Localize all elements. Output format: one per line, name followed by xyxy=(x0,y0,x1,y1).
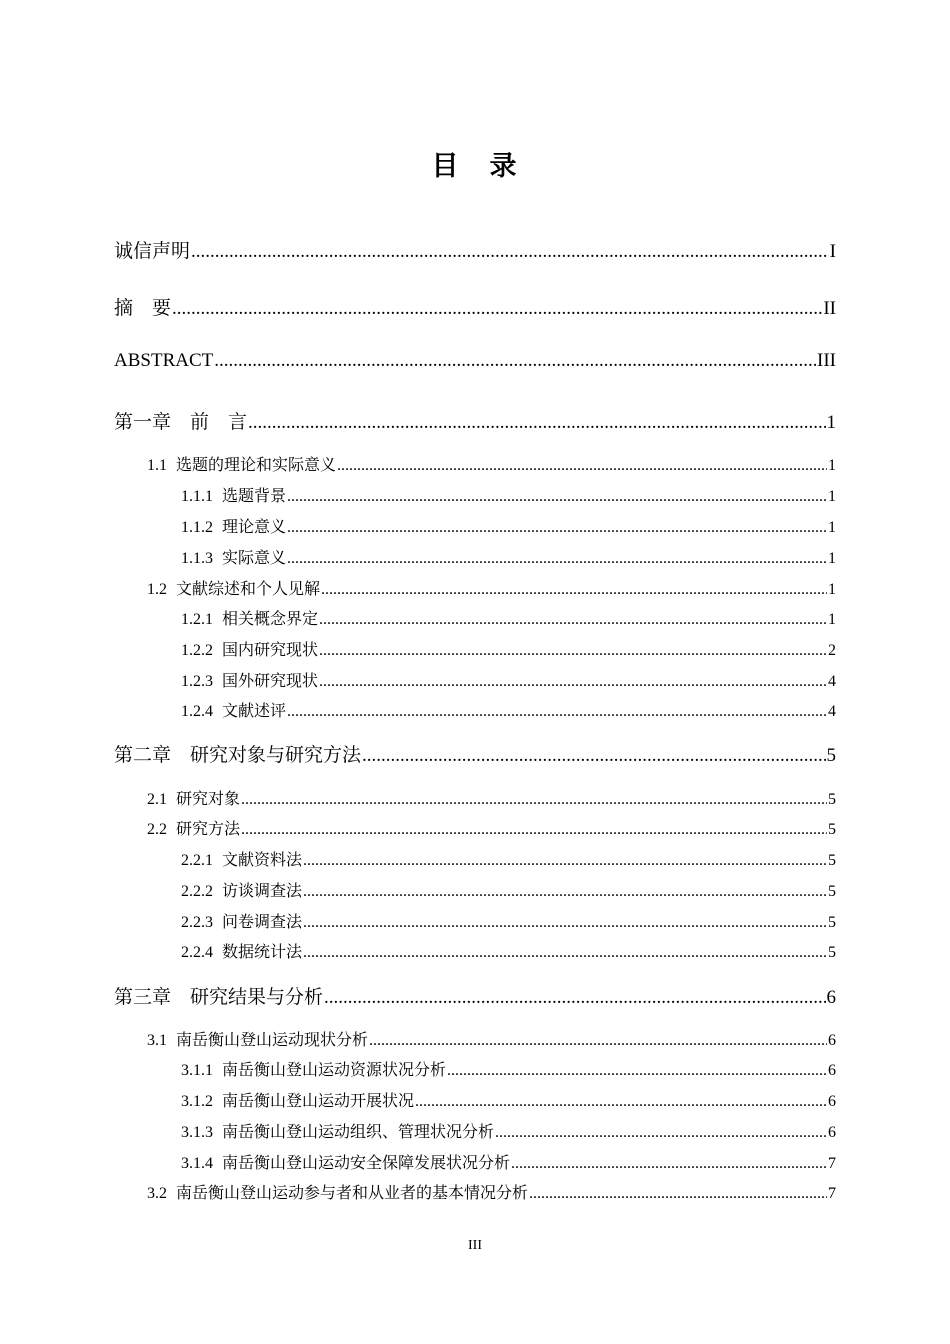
leader-dots xyxy=(214,350,816,372)
leader-dots xyxy=(248,412,825,434)
leader-dots xyxy=(287,703,827,721)
toc-entry-1-1-2[interactable]: 1.1.2 理论意义 ..... 1 xyxy=(181,514,836,537)
toc-page-number: 5 xyxy=(828,791,836,808)
section-number: 3.1.3 xyxy=(181,1124,213,1141)
toc-page-number: 4 xyxy=(828,703,836,720)
leader-dots xyxy=(287,488,827,506)
leader-dots xyxy=(241,791,827,809)
leader-dots xyxy=(362,745,825,767)
section-number: 3.2 xyxy=(147,1185,167,1202)
toc-entry-chapter-3[interactable]: 第三章 研究结果与分析 ..... 6 xyxy=(114,982,836,1009)
leader-dots xyxy=(529,1185,827,1203)
leader-dots xyxy=(324,987,825,1009)
section-number: 3.1.2 xyxy=(181,1093,213,1110)
section-number: 1.1 xyxy=(147,457,167,474)
leader-dots xyxy=(319,642,827,660)
toc-page-number: 5 xyxy=(828,944,836,961)
section-number: 1.2.2 xyxy=(181,642,213,659)
toc-entry-1-2[interactable]: 1.2 文献综述和个人见解 ..... 1 xyxy=(147,576,836,599)
toc-page-number: 6 xyxy=(828,1032,836,1049)
toc-page-number: 7 xyxy=(828,1155,836,1172)
section-number: 2.2 xyxy=(147,821,167,838)
leader-dots xyxy=(303,914,827,932)
toc-entry-2-2-1[interactable]: 2.2.1 文献资料法 ..... 5 xyxy=(181,847,836,870)
toc-entry-3-1-4[interactable]: 3.1.4 南岳衡山登山运动安全保障发展状况分析 ..... 7 xyxy=(181,1150,836,1173)
toc-entry-1-1[interactable]: 1.1 选题的理论和实际意义 ..... 1 xyxy=(147,452,836,475)
leader-dots xyxy=(337,457,827,475)
toc-page-number: 1 xyxy=(828,457,836,474)
section-number: 1.2.3 xyxy=(181,673,213,690)
toc-entry-1-1-3[interactable]: 1.1.3 实际意义 ..... 1 xyxy=(181,545,836,568)
toc-page-number: 5 xyxy=(828,883,836,900)
leader-dots xyxy=(172,298,822,320)
toc-page-number: 7 xyxy=(828,1185,836,1202)
toc-entry-2-2-2[interactable]: 2.2.2 访谈调查法 ..... 5 xyxy=(181,878,836,901)
toc-page-number: 1 xyxy=(828,550,836,567)
toc-page-number: II xyxy=(823,298,836,319)
section-number: 1.2.1 xyxy=(181,611,213,628)
section-number: 1.2.4 xyxy=(181,703,213,720)
section-number: 2.2.1 xyxy=(181,852,213,869)
toc-page-number: 6 xyxy=(828,1124,836,1141)
toc-entry-1-1-1[interactable]: 1.1.1 选题背景 ..... 1 xyxy=(181,483,836,506)
toc-page-number: I xyxy=(829,241,836,262)
leader-dots xyxy=(287,550,827,568)
toc-title: 目 录 xyxy=(431,151,519,182)
toc-page-number: 6 xyxy=(826,987,836,1008)
section-number: 1.1.2 xyxy=(181,519,213,536)
leader-dots xyxy=(321,581,827,599)
section-number: 1.1.3 xyxy=(181,550,213,567)
toc-page-number: 6 xyxy=(828,1062,836,1079)
leader-dots xyxy=(191,241,829,263)
toc-entry-2-2[interactable]: 2.2 研究方法 ..... 5 xyxy=(147,816,836,839)
section-number: 2.2.2 xyxy=(181,883,213,900)
toc-entry-3-1-2[interactable]: 3.1.2 南岳衡山登山运动开展状况 ..... 6 xyxy=(181,1088,836,1111)
toc-entry-2-2-3[interactable]: 2.2.3 问卷调查法 ..... 5 xyxy=(181,909,836,932)
section-number: 1.1.1 xyxy=(181,488,213,505)
toc-entry-3-1[interactable]: 3.1 南岳衡山登山运动现状分析 ..... 6 xyxy=(147,1027,836,1050)
leader-dots xyxy=(511,1155,827,1173)
toc-page-number: III xyxy=(817,350,836,371)
leader-dots xyxy=(303,944,827,962)
toc-entry-abstract-cn[interactable]: 摘 要 ..... II xyxy=(114,293,836,320)
leader-dots xyxy=(319,673,827,691)
leader-dots xyxy=(415,1093,827,1111)
toc-entry-integrity-statement[interactable]: 诚信声明 ..... I xyxy=(114,236,836,263)
toc-entry-3-1-1[interactable]: 3.1.1 南岳衡山登山运动资源状况分析 ..... 6 xyxy=(181,1057,836,1080)
toc-entry-1-2-4[interactable]: 1.2.4 文献述评 ..... 4 xyxy=(181,698,836,721)
toc-page-number: 1 xyxy=(828,488,836,505)
section-number: 2.1 xyxy=(147,791,167,808)
section-number: 3.1.1 xyxy=(181,1062,213,1079)
leader-dots xyxy=(241,821,827,839)
section-number: 1.2 xyxy=(147,581,167,598)
toc-page-number: 4 xyxy=(828,673,836,690)
toc-entry-chapter-2[interactable]: 第二章 研究对象与研究方法 ..... 5 xyxy=(114,740,836,767)
leader-dots xyxy=(303,883,827,901)
toc-page-number: 1 xyxy=(828,611,836,628)
leader-dots xyxy=(447,1062,827,1080)
toc-entry-1-2-1[interactable]: 1.2.1 相关概念界定 ..... 1 xyxy=(181,606,836,629)
leader-dots xyxy=(303,852,827,870)
toc-page-number: 5 xyxy=(828,821,836,838)
toc-entry-2-1[interactable]: 2.1 研究对象 ..... 5 xyxy=(147,786,836,809)
toc-entry-chapter-1[interactable]: 第一章 前 言 ..... 1 xyxy=(114,407,836,434)
toc-page-number: 5 xyxy=(828,914,836,931)
toc-entry-1-2-3[interactable]: 1.2.3 国外研究现状 ..... 4 xyxy=(181,668,836,691)
leader-dots xyxy=(495,1124,827,1142)
toc-page-number: 1 xyxy=(828,581,836,598)
section-number: 2.2.4 xyxy=(181,944,213,961)
leader-dots xyxy=(369,1032,827,1050)
toc-entry-2-2-4[interactable]: 2.2.4 数据统计法 ..... 5 xyxy=(181,939,836,962)
toc-page-number: 5 xyxy=(826,745,836,766)
section-number: 3.1 xyxy=(147,1032,167,1049)
toc-entry-3-1-3[interactable]: 3.1.3 南岳衡山登山运动组织、管理状况分析 ..... 6 xyxy=(181,1119,836,1142)
leader-dots xyxy=(287,519,827,537)
toc-entry-3-2[interactable]: 3.2 南岳衡山登山运动参与者和从业者的基本情况分析 ..... 7 xyxy=(147,1180,836,1203)
leader-dots xyxy=(319,611,827,629)
toc-page-number: 1 xyxy=(828,519,836,536)
toc-page-number: 1 xyxy=(826,412,836,433)
toc-page-number: 2 xyxy=(828,642,836,659)
section-number: 2.2.3 xyxy=(181,914,213,931)
section-number: 3.1.4 xyxy=(181,1155,213,1172)
toc-page-number: 5 xyxy=(828,852,836,869)
toc-entry-abstract-en[interactable]: ABSTRACT ..... III xyxy=(114,350,836,372)
toc-entry-1-2-2[interactable]: 1.2.2 国内研究现状 ..... 2 xyxy=(181,637,836,660)
toc-page-number: 6 xyxy=(828,1093,836,1110)
footer-page-number: III xyxy=(468,1238,482,1253)
